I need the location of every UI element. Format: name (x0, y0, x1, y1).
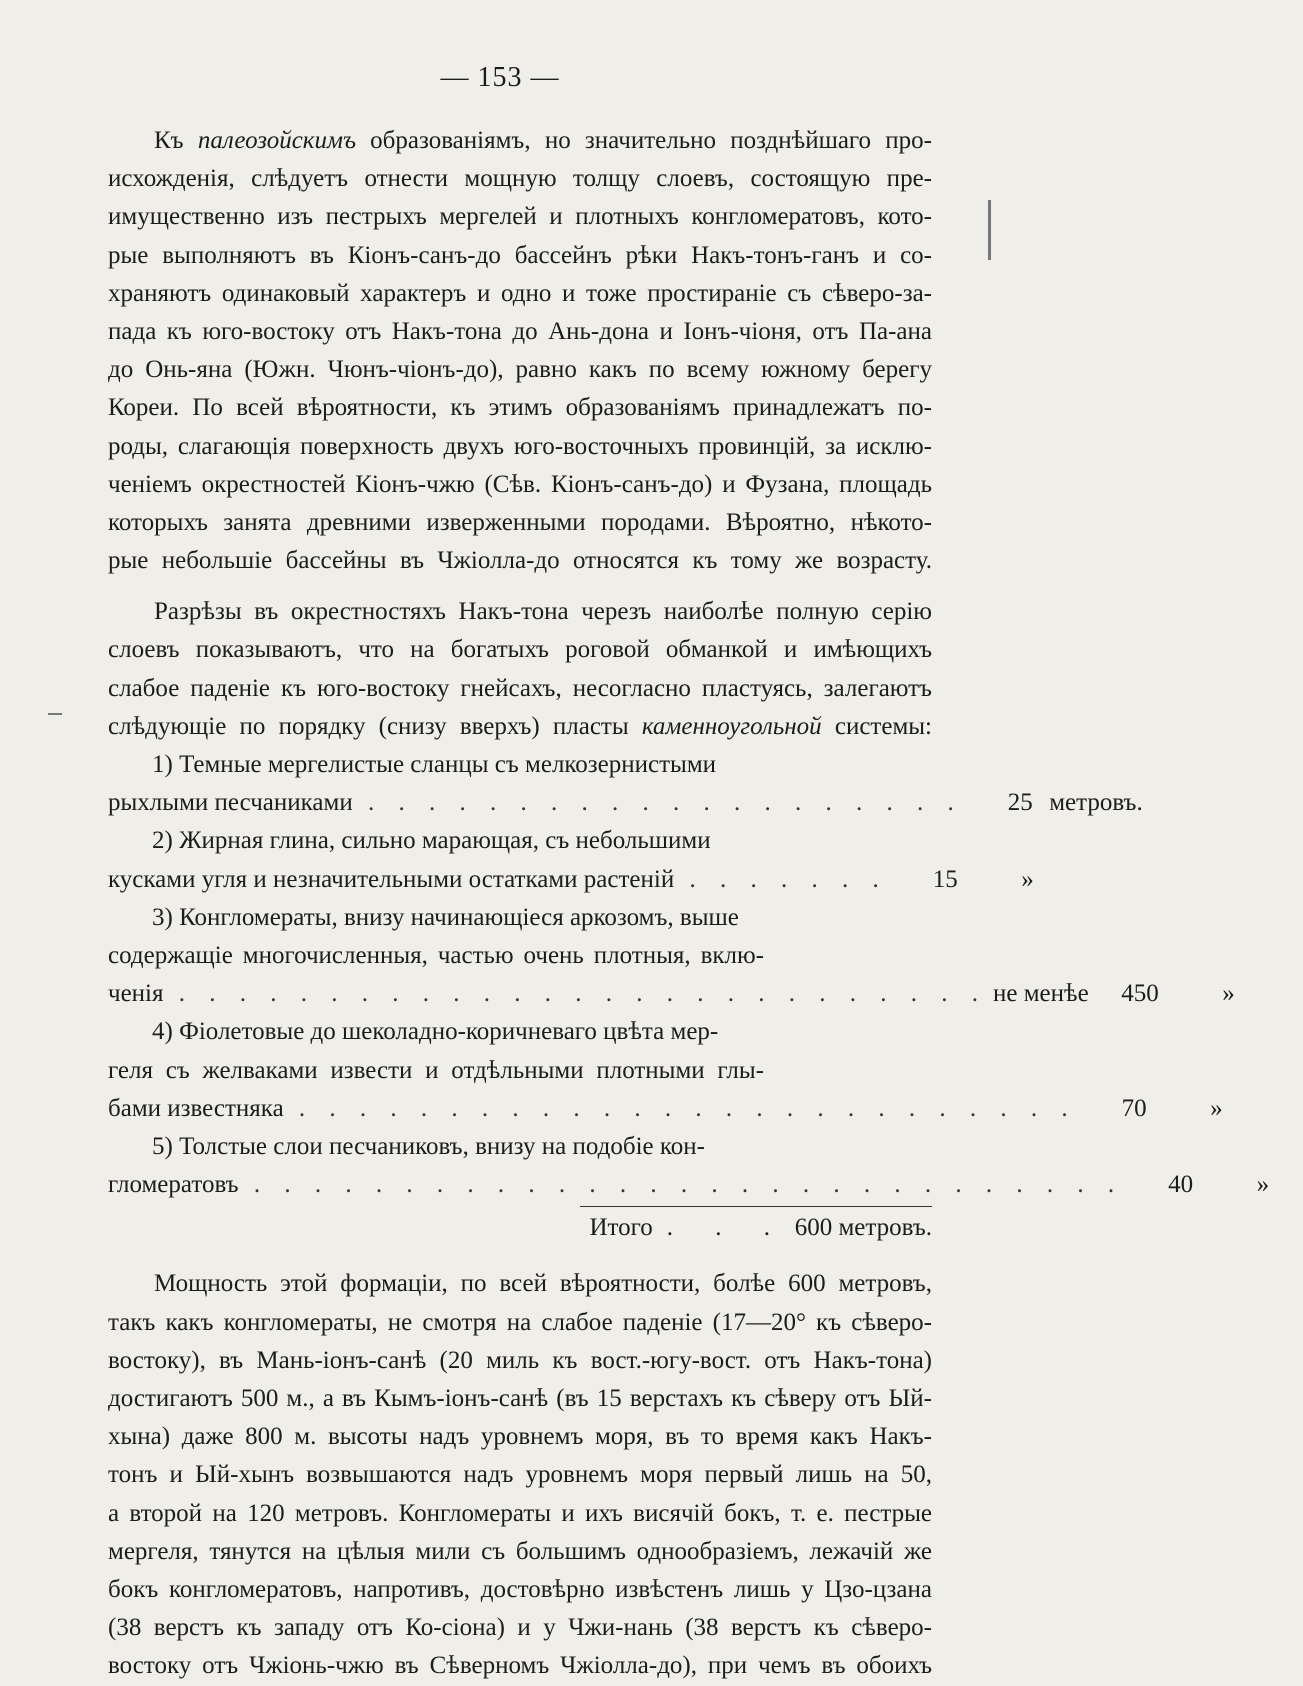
text-line: а второй на 120 метровъ. Конгломераты и ихъ висячій бокъ, т. е. пестрые (108, 1499, 932, 1527)
stratum-line: геля съ желваками извести и отдѣльными плотными глы- (108, 1056, 764, 1084)
text-line: Разрѣзы въ окрестностяхъ Накъ-тона черезъ наиболѣе полную серію (154, 598, 932, 626)
stratum-line: 3) Конгломераты, внизу начинающіеся аркозомъ, выше (152, 903, 739, 931)
page-body (108, 122, 1270, 1686)
margin-mark (988, 200, 991, 260)
stratum-desc: рыхлыми песчаниками (108, 789, 353, 817)
stratum-row (108, 784, 1143, 822)
text-line: хына) даже 800 м. высоты надъ уровнемъ моря, въ то время какъ Накъ- (108, 1423, 932, 1451)
paragraph-sections (108, 593, 932, 746)
text-span: системы: (821, 712, 933, 740)
text-span: слѣдующіе по порядку (снизу вверхъ) пласты (108, 712, 642, 740)
text-line: слоевъ показываютъ, что на богатыхъ роговой обманкой и имѣющихъ (108, 636, 932, 664)
stratum-line: 2) Жирная глина, сильно марающая, съ небольшими (152, 827, 711, 855)
stratum-desc: бами известняка (108, 1094, 284, 1122)
text-line: роды, слагающія поверхность двухъ юго-восточныхъ провинцій, за исклю- (108, 432, 932, 460)
stratum-row (108, 861, 1034, 899)
stratum-unit: » (1256, 1171, 1270, 1199)
text-line: Мощность этой формаціи, по всей вѣроятности, болѣе 600 метровъ, (154, 1270, 932, 1298)
total-value: 600 метровъ. (794, 1214, 932, 1242)
leader-dots: . . . . . . . . . . . . . . . . . . . . . . . . . . (283, 1094, 1077, 1122)
leader-dots: . . . . . . . (674, 865, 888, 893)
total-rule (580, 1206, 932, 1207)
stratum-row (108, 1090, 1223, 1128)
strata-table (108, 746, 1270, 1247)
stratum-value: 15 (932, 865, 958, 893)
stratum-unit: метровъ. (1049, 789, 1143, 817)
italic-term: каменноугольной (641, 712, 822, 740)
text-line (108, 708, 932, 746)
text-line: слабое паденіе къ юго-востоку гнейсахъ, несогласно пластуясь, залегаютъ (108, 674, 932, 702)
text-line: исхожденія, слѣдуетъ отнести мощную толщу слоевъ, состоящую пре- (108, 165, 932, 193)
text-span: образованіямъ, но значительно позднѣйшаго про- (355, 127, 932, 154)
text-line: рые небольшіе бассейны въ Чжіолла-до относятся къ тому же возрасту. (108, 547, 932, 575)
margin-mark (48, 713, 62, 715)
text-line: востоку отъ Чжіонь-чжю въ Сѣверномъ Чжіолла-до), при чемъ въ обоихъ (108, 1652, 932, 1680)
italic-term: палеозойскимъ (197, 127, 356, 154)
leader-dots: . . . . . . . . . . . . . . . . . . . . . . . . . . . (163, 980, 987, 1008)
stratum-unit: » (1222, 980, 1235, 1008)
stratum-unit: » (1021, 865, 1034, 893)
text-line: которыхъ занята древними изверженными породами. Вѣроятно, нѣкото- (108, 508, 932, 536)
stratum-value: 25 (1007, 789, 1033, 817)
stratum-line: 4) Фіолетовые до шеколадно-коричневаго цвѣта мер- (152, 1018, 719, 1046)
paragraph-thickness (108, 1265, 932, 1685)
stratum-unit: » (1210, 1094, 1223, 1122)
text-line (108, 122, 932, 160)
stratum-value: 70 (1121, 1094, 1147, 1122)
text-line: достигаютъ 500 м., а въ Кымъ-іонъ-санѣ (въ 15 верстахъ къ сѣверу отъ Ый- (108, 1385, 932, 1412)
total-label: Итого (589, 1214, 653, 1242)
stratum-row (108, 975, 1235, 1013)
stratum-line: 1) Темные мергелистые сланцы съ мелкозернистыми (152, 751, 717, 778)
text-line: ченіемъ окрестностей Кіонъ-чжю (Сѣв. Кіонъ-санъ-до) и Фузана, площадь (108, 470, 932, 498)
stratum-row (108, 1166, 1270, 1204)
text-line: до Онь-яна (Южн. Чюнъ-чіонъ-до), равно какъ по всему южному берегу (108, 356, 932, 384)
page-number: — 153 — (440, 62, 560, 93)
total-row (108, 1209, 932, 1247)
text-line: рые выполняютъ въ Кіонъ-санъ-до бассейнъ рѣки Накъ-тонъ-ганъ и со- (108, 241, 932, 269)
stratum-value: 40 (1168, 1171, 1194, 1199)
text-line: (38 верстъ къ западу отъ Ко-сіона) и у Чжи-нань (38 верстъ къ сѣверо- (108, 1614, 932, 1642)
text-line: бокъ конгломератовъ, напротивъ, достовѣрно извѣстенъ лишь у Цзо-цзана (108, 1575, 932, 1603)
paragraph-paleozoic (108, 122, 932, 580)
text-line: имущественно изъ пестрыхъ мергелей и плотныхъ конгломератовъ, кото- (108, 203, 932, 231)
text-span: Къ (154, 127, 198, 154)
text-line: такъ какъ конгломераты, не смотря на слабое паденіе (17—20° къ сѣверо- (108, 1308, 932, 1336)
leader-dots: . . . . . . . . . . . . . . . . . . . . (352, 789, 963, 817)
text-line: востоку), въ Мань-іонъ-санѣ (20 миль къ вост.-югу-вост. отъ Накъ-тона) (108, 1346, 932, 1374)
text-line: пада къ юго-востоку отъ Накъ-тона до Ань-дона и Іонъ-чіоня, отъ Па-ана (108, 317, 932, 345)
stratum-line: 5) Толстые слои песчаниковъ, внизу на подобіе кон- (152, 1132, 705, 1160)
text-line: тонъ и Ый-хынъ возвышаются надъ уровнемъ моря первый лишь на 50, (108, 1461, 932, 1489)
stratum-value: 450 (1121, 980, 1159, 1008)
stratum-desc: ченія (108, 980, 164, 1008)
leader-dots: . . . . . . . . . . . . . . . . . . . . . . . . . . . . . (238, 1171, 1124, 1199)
stratum-desc: кусками угля и незначительными остатками растеній (108, 865, 675, 893)
stratum-desc: гломератовъ (108, 1171, 239, 1199)
text-line: мергеля, тянутся на цѣлыя мили съ большимъ однообразіемъ, лежачій же (108, 1537, 932, 1565)
stratum-qualifier: не менѣе (993, 980, 1089, 1008)
text-line: храняютъ одинаковый характеръ и одно и тоже простираніе съ сѣверо-за- (108, 279, 932, 307)
stratum-line: содержащіе многочисленныя, частью очень плотныя, вклю- (108, 941, 764, 969)
text-line: Кореи. По всей вѣроятности, къ этимъ образованіямъ принадлежатъ по- (108, 394, 932, 422)
leader-dots: . . . (666, 1214, 788, 1242)
